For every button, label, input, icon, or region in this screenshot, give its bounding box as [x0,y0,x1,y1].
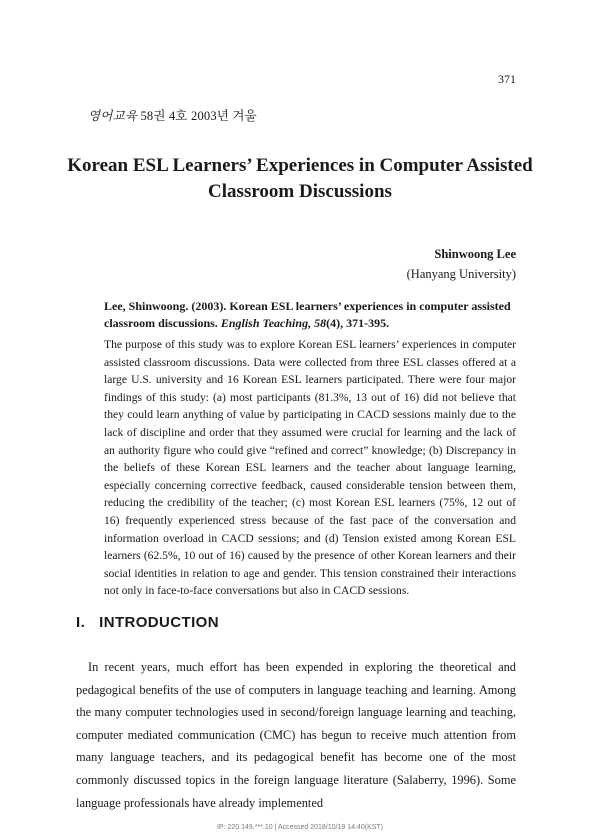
introduction-body [76,656,516,814]
section-title: INTRODUCTION [99,614,219,631]
citation-journal: English Teaching, 58 [220,316,327,330]
author-block [407,244,516,284]
page-number: 371 [498,72,516,86]
citation [104,298,516,332]
citation-volume-pages: (4), 371-395. [326,316,390,330]
journal-header [88,106,257,124]
author-name: Shinwoong Lee [434,247,516,261]
section-heading [76,614,219,631]
section-number: I. [76,614,86,631]
author-affiliation: (Hanyang University) [406,267,516,281]
abstract-text: The purpose of this study was to explore Korean ESL learners’ experiences in computer assisted classroom discussions. Data were collected from three ESL classes offered at a large U.S. university and 16 Korean ESL learners participated. There were four major findings of this study: (a) most participants (81.3%, 13 out of 16) did not believe that they could learn anything of value by participating in CACD sessions mainly due to the lack of discipline and order that they assumed were crucial for learning and the lack of an authority figure who could give “refined and correct” knowledge; (b) Discrepancy in the beliefs of these Korean ESL learners and the teacher about language learning, especially concerning corrective feedback, caused considerable tension between them, reducing the credibility of the teacher; (c) most Korean ESL learners (75%, 12 out of 16) frequently experienced stress because of the fast pace of the conversation and information overload in CACD sessions; and (d) Tension existed among Korean ESL learners (62.5%, 10 out of 16) caused by the presence of other Korean learners and their social identities in relation to age and gender. This tension constrained their interactions not only in face-to-face conversations but also in CACD sessions. [104,338,516,598]
citation-text: Lee, Shinwoong. (2003). Korean ESL learners’ experiences in computer assisted classroom discussions. [104,299,511,330]
abstract [104,336,516,600]
paper-title-line-1: Korean ESL Learners’ Experiences in Computer Assisted [67,155,533,176]
journal-issue: 58권 4호 2003년 겨울 [140,109,257,123]
paper-title [60,153,540,205]
paper-title-line-2: Classroom Discussions [208,181,392,202]
intro-paragraph: In recent years, much effort has been expended in exploring the theoretical and pedagogical benefits of the use of computers in language teaching and learning. Among the many computer technologies used in second/foreign language learning and teaching, computer mediated communication (CMC) has begun to receive much attention from many language teachers, and its pedagogical benefit has become one of the most commonly discussed topics in the foreign language literature (Salaberry, 1996). Some language professionals have already implemented [76,660,516,810]
access-footer: IP: 220.149.***.10 | Accessed 2018/10/19 14:40(KST) [216,824,384,831]
journal-name: 영어교육 [88,109,138,123]
